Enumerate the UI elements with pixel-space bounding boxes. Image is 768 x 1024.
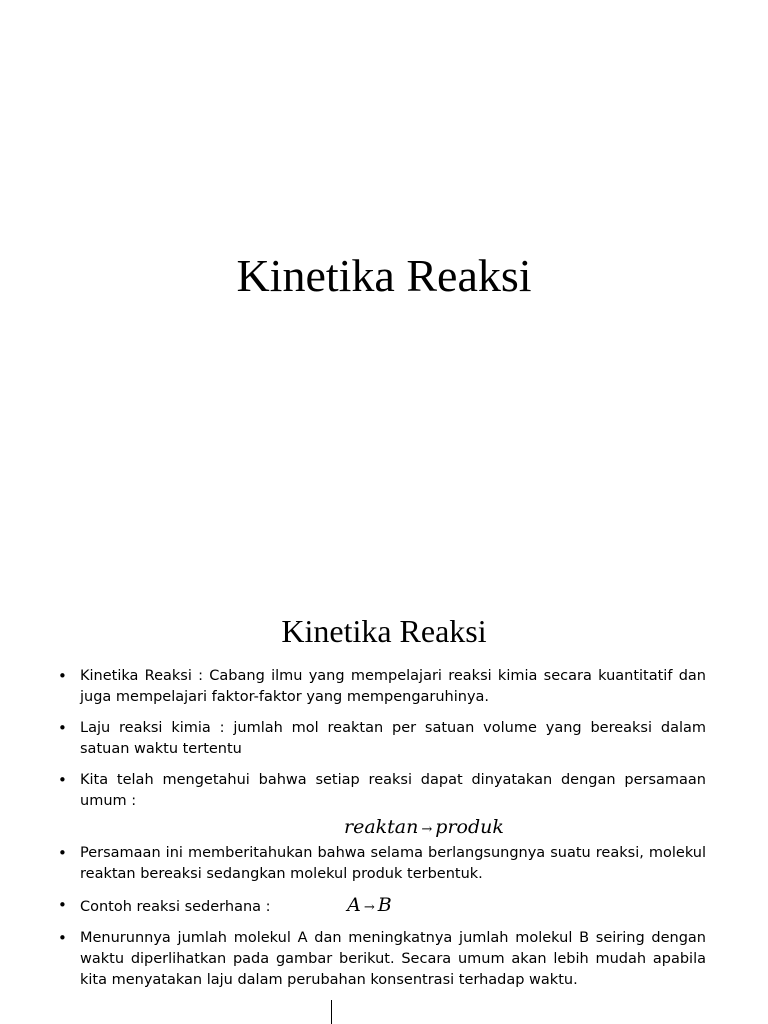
bullet-text: Menurunnya jumlah molekul A dan meningkatnya jumlah molekul B seiring dengan waktu diperlihatkan pada gambar berikut. Secara umum akan lebih mudah apabila kita menyatakan laju dalam perubahan konsentrasi terhadap waktu. <box>80 930 706 988</box>
bullet-text: Contoh reaksi sederhana : <box>80 899 271 915</box>
arrow-icon: → <box>421 822 433 837</box>
bullet-item-explanation <box>56 843 706 885</box>
section-title: Kinetika Reaksi <box>281 613 487 649</box>
bullet-dot-icon: • <box>58 719 67 737</box>
equation-right: B <box>377 894 392 916</box>
bullet-item-general-equation <box>56 770 706 812</box>
bullet-item-definition <box>56 666 706 708</box>
bullet-item-concentration <box>56 928 706 991</box>
bullet-dot-icon: • <box>58 667 67 685</box>
slide-title: Kinetika Reaksi <box>236 250 532 301</box>
equation-reactant-product <box>56 812 706 843</box>
bullet-item-rate <box>56 718 706 760</box>
bullet-text: Kinetika Reaksi : Cabang ilmu yang mempelajari reaksi kimia secara kuantitatif dan juga mempelajari faktor-faktor yang mempengaruhinya. <box>80 668 706 705</box>
bullet-dot-icon: • <box>58 929 67 947</box>
bullet-text: Persamaan ini memberitahukan bahwa selama berlangsungnya suatu reaksi, molekul reaktan bereaksi sedangkan molekul produk terbentuk. <box>80 845 706 882</box>
bullet-dot-icon: • <box>58 896 67 914</box>
equation-left: reaktan <box>344 816 419 838</box>
bullet-list <box>56 666 706 991</box>
bullet-dot-icon: • <box>58 844 67 862</box>
bullet-item-example <box>56 895 706 918</box>
text-cursor <box>331 1000 332 1024</box>
equation-a-to-b <box>347 895 392 918</box>
bullet-text: Kita telah mengetahui bahwa setiap reaksi dapat dinyatakan dengan persamaan umum : <box>80 772 706 809</box>
bullet-text: Laju reaksi kimia : jumlah mol reaktan per satuan volume yang bereaksi dalam satuan waktu tertentu <box>80 720 706 757</box>
equation-right: produk <box>435 816 504 838</box>
arrow-icon: → <box>363 900 375 915</box>
equation-left: A <box>347 894 361 916</box>
bullet-dot-icon: • <box>58 771 67 789</box>
